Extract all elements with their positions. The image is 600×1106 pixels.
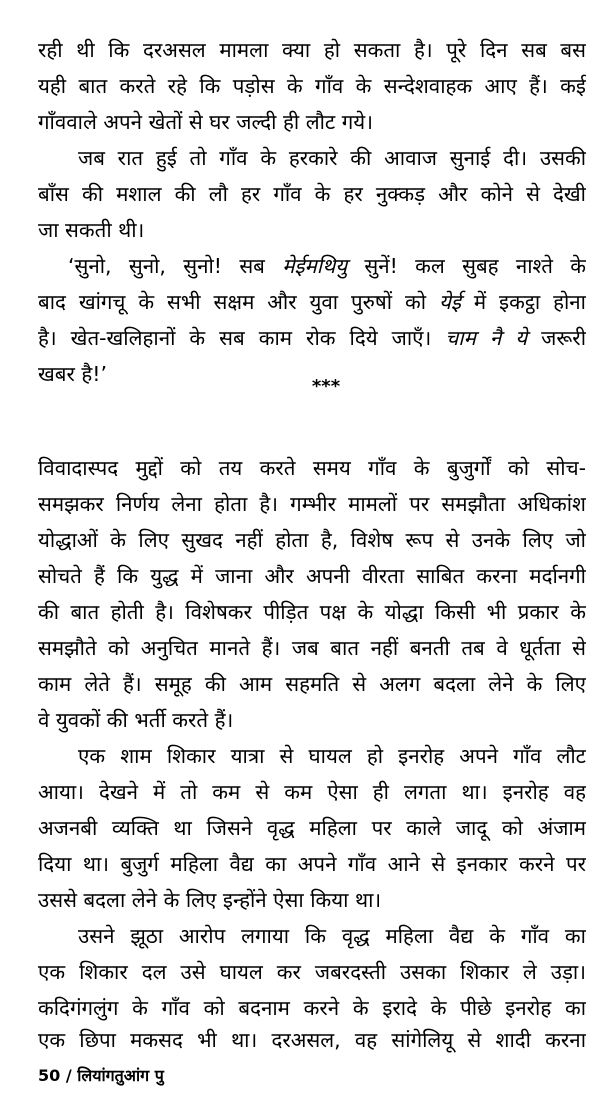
text-line: सोचते हैं कि युद्ध में जाना और अपनी वीरता साबित करना मर्दानगी	[38, 564, 586, 588]
text-span: जरूरी	[527, 326, 586, 350]
text-span: है। खेत-खलिहानों के सब काम रोक दिये जाएँ।	[38, 326, 446, 350]
text-span: बाद खांगचू के सभी सक्षम और युवा पुरुषों को	[38, 290, 439, 314]
text-line: एक शाम शिकार यात्रा से घायल हो इनरोह अपने गाँव लौट	[78, 744, 586, 768]
text-line: आया। देखने में तो कम से कम ऐसा ही लगता था। इनरोह वह	[38, 780, 586, 804]
text-line: उसने झूठा आरोप लगाया कि वृद्ध महिला वैद्य के गाँव का	[78, 924, 586, 948]
section-separator: ***	[311, 376, 341, 397]
italic-term: येई	[438, 290, 461, 314]
text-line: जा सकती थी।	[38, 218, 145, 242]
text-line: विवादास्पद मुद्दों को तय करते समय गाँव के बुजुर्गों को सोच-	[38, 456, 586, 480]
text-line: गाँववाले अपने खेतों से घर जल्दी ही लौट गये।	[38, 110, 373, 134]
text-span: ‘सुनो, सुनो, सुनो! सब	[68, 254, 283, 278]
text-span: सुनें! कल सुबह नाश्ते के	[347, 254, 586, 278]
text-span: में इकट्ठा होना	[460, 290, 586, 314]
text-line: अजनबी व्यक्ति था जिसने वृद्ध महिला पर काले जादू को अंजाम	[38, 816, 586, 840]
text-line: काम लेते हैं। समूह की आम सहमति से अलग बदला लेने के लिए	[38, 672, 586, 696]
text-line: समझकर निर्णय लेना होता है। गम्भीर मामलों पर समझौता अधिकांश	[38, 492, 586, 516]
text-line: एक शिकार दल उसे घायल कर जबरदस्ती उसका शिकार ले उड़ा।	[38, 960, 586, 984]
text-line: रही थी कि दरअसल मामला क्या हो सकता है। पूरे दिन सब बस	[38, 38, 586, 62]
text-line: यही बात करते रहे कि पड़ोस के गाँव के सन्देशवाहक आए हैं। कई	[38, 74, 586, 98]
text-line: समझौते को अनुचित मानते हैं। जब बात नहीं बनती तब वे धूर्तता से	[38, 636, 586, 660]
text-line: बाँस की मशाल की लौ हर गाँव के हर नुक्कड़ और कोने से देखी	[38, 182, 586, 206]
text-line	[68, 248, 586, 284]
italic-term: मेईमथियु	[282, 254, 348, 278]
text-line: जब रात हुई तो गाँव के हरकारे की आवाज सुनाई दी। उसकी	[78, 146, 586, 170]
text-line: खबर है!’	[38, 362, 107, 386]
text-line	[38, 320, 586, 356]
text-line: उससे बदला लेने के लिए इन्होंने ऐसा किया था।	[38, 888, 382, 912]
text-line: कदिगंगलुंग के गाँव को बदनाम करने के इरादे के पीछे इनरोह का	[38, 996, 586, 1020]
page-footer: 50 / लियांगतुआंग पु	[38, 1066, 164, 1085]
text-line: वे युवकों की भर्ती करते हैं।	[38, 708, 234, 732]
text-line	[38, 284, 586, 320]
text-line: की बात होती है। विशेषकर पीड़ित पक्ष के योद्धा किसी भी प्रकार के	[38, 600, 586, 624]
italic-term: चाम नै ये	[445, 326, 528, 350]
text-line: एक छिपा मकसद भी था। दरअसल, वह सांगेलियू से शादी करना	[38, 1028, 586, 1052]
text-line: योद्धाओं के लिए सुखद नहीं होता है, विशेष रूप से उनके लिए जो	[38, 528, 586, 552]
text-line: दिया था। बुजुर्ग महिला वैद्य का अपने गाँव आने से इनकार करने पर	[38, 852, 586, 876]
